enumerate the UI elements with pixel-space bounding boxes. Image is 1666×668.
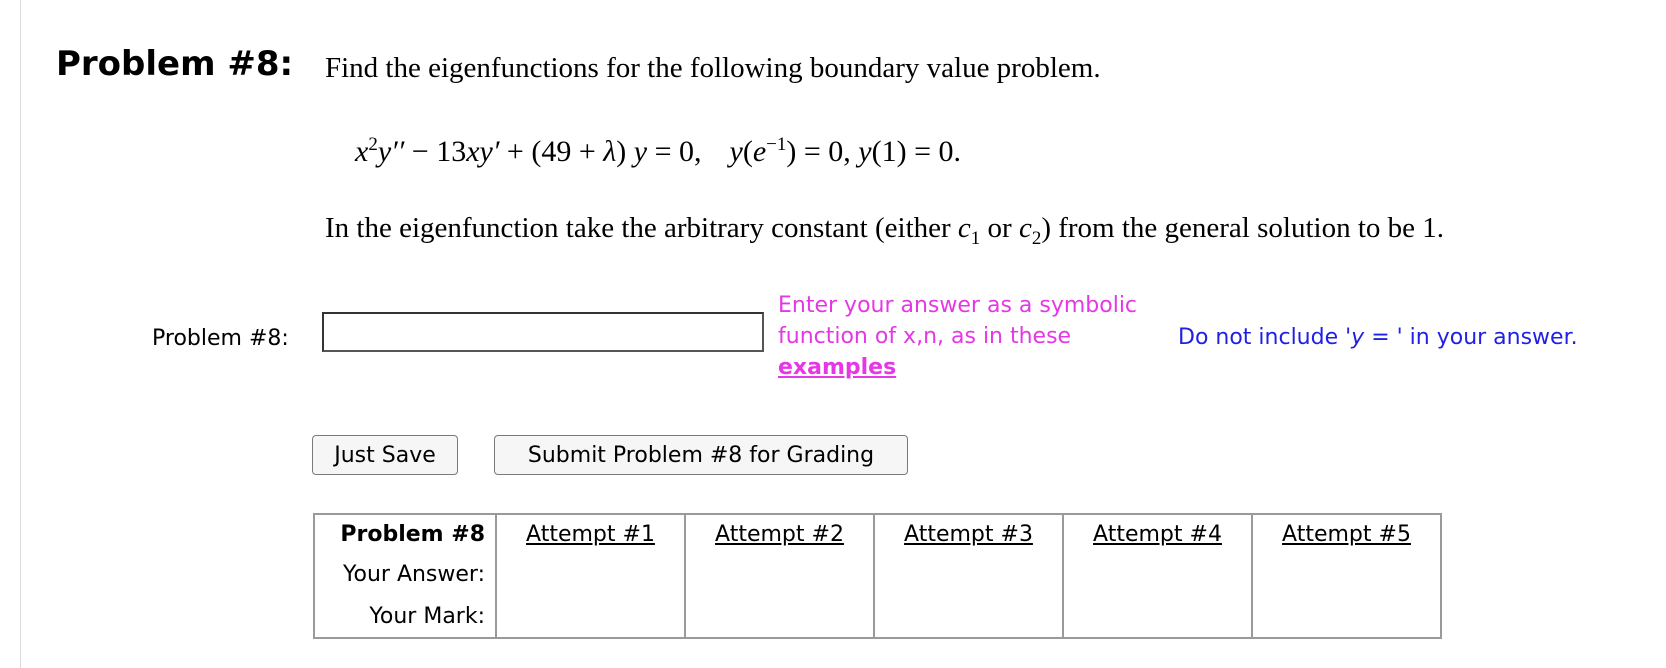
- attempts-table: [313, 513, 1442, 639]
- note-var: y: [1351, 325, 1365, 350]
- mark-cell-5: [1252, 595, 1441, 638]
- mark-cell-1: [496, 595, 685, 638]
- bc1-power: −1: [766, 134, 787, 155]
- attempt-3-header: [874, 514, 1063, 553]
- your-mark-label: Your Mark:: [369, 603, 485, 629]
- ode-equation: [355, 134, 961, 169]
- just-save-button[interactable]: Just Save: [312, 435, 458, 475]
- mark-cell-4: [1063, 595, 1252, 638]
- bc1-e: e: [752, 135, 767, 168]
- bc1-close: ) = 0,: [786, 135, 851, 168]
- eq-equals-zero: = 0,: [647, 135, 702, 168]
- answer-cell-5: [1252, 553, 1441, 595]
- instruction-or: or: [980, 212, 1019, 244]
- examples-link[interactable]: examples: [778, 355, 897, 380]
- left-border-line: [20, 0, 21, 668]
- mark-cell-3: [874, 595, 1063, 638]
- instruction-c2-sub: 2: [1031, 227, 1042, 249]
- attempt-2-header: [685, 514, 874, 553]
- table-header: Problem #8: [340, 521, 485, 547]
- bc2-rest: (1) = 0.: [871, 135, 962, 168]
- bc1-y: y: [729, 135, 743, 168]
- answer-cell-1: [496, 553, 685, 595]
- instruction-text: [325, 212, 1444, 250]
- problem-heading: Problem #8:: [56, 44, 294, 84]
- eq-lambda: λ: [603, 135, 617, 168]
- attempt-4-link[interactable]: Attempt #4: [1093, 521, 1222, 547]
- eq-term3: + (49 +: [499, 135, 604, 168]
- instruction-c2: c: [1018, 212, 1032, 244]
- eq-x-power: 2: [368, 134, 378, 155]
- eq-term3-end: ): [616, 135, 634, 168]
- attempt-3-link[interactable]: Attempt #3: [904, 521, 1033, 547]
- attempt-1-link[interactable]: Attempt #1: [526, 521, 655, 547]
- eq-term2: − 13: [404, 135, 467, 168]
- attempt-5-link[interactable]: Attempt #5: [1282, 521, 1411, 547]
- eq-y-second: y′′: [377, 135, 405, 168]
- table-row: [314, 514, 1441, 553]
- eq-x: x: [355, 135, 369, 168]
- bc1-open: (: [742, 135, 753, 168]
- answer-cell-2: [685, 553, 874, 595]
- hint-text: Enter your answer as a symbolic function of x,n, as in these: [778, 293, 1138, 349]
- instruction-pre: In the eigenfunction take the arbitrary constant (either: [325, 212, 958, 244]
- answer-label: Problem #8:: [152, 326, 289, 351]
- table-row: [314, 595, 1441, 638]
- instruction-c1: c: [957, 212, 971, 244]
- answer-hint: [778, 290, 1163, 383]
- bc2-y: y: [858, 135, 872, 168]
- instruction-post: ) from the general solution to be 1.: [1041, 212, 1445, 244]
- eq-term3-y: y: [633, 135, 648, 168]
- answer-note: [1178, 325, 1578, 350]
- answer-cell-4: [1063, 553, 1252, 595]
- eq-term2-var: xy′: [466, 135, 500, 168]
- problem-prompt: Find the eigenfunctions for the following boundary value problem.: [325, 52, 1101, 84]
- instruction-c1-sub: 1: [970, 227, 981, 249]
- submit-grading-button[interactable]: Submit Problem #8 for Grading: [494, 435, 908, 475]
- note-post: = ' in your answer.: [1364, 325, 1578, 350]
- attempt-5-header: [1252, 514, 1441, 553]
- attempt-4-header: [1063, 514, 1252, 553]
- your-answer-label: Your Answer:: [342, 561, 485, 587]
- mark-cell-2: [685, 595, 874, 638]
- attempt-1-header: [496, 514, 685, 553]
- note-pre: Do not include ': [1178, 325, 1352, 350]
- attempt-2-link[interactable]: Attempt #2: [715, 521, 844, 547]
- table-row: [314, 553, 1441, 595]
- answer-input[interactable]: [322, 312, 764, 352]
- answer-cell-3: [874, 553, 1063, 595]
